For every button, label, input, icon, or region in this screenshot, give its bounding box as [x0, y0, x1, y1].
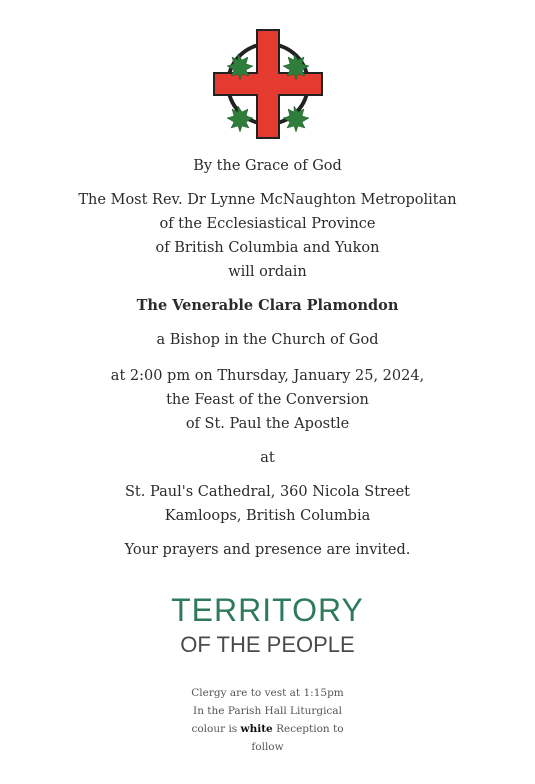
note-line-3-post: Reception to [272, 723, 344, 735]
territory-logo-line-2: OF THE PEOPLE [180, 632, 355, 657]
territory-logo-line-1: TERRITORY [171, 592, 364, 628]
note-line-2: In the Parish Hall Liturgical [193, 705, 342, 717]
closing-line: Your prayers and presence are invited. [124, 542, 411, 558]
note-line-3 [0, 720, 535, 738]
note-line-1: Clergy are to vest at 1:15pm [191, 687, 344, 699]
venue-line-1: St. Paul's Cathedral, 360 Nicola Street [125, 484, 410, 500]
role-line: a Bishop in the Church of God [156, 332, 379, 348]
note-line-4: follow [251, 741, 284, 753]
note-colour-white: white [240, 723, 273, 735]
grace-line: By the Grace of God [193, 158, 342, 174]
note-line-3-pre: colour is [191, 723, 241, 735]
datetime-line-3: of St. Paul the Apostle [185, 416, 350, 432]
venue-line-2: Kamloops, British Columbia [164, 508, 371, 524]
datetime-line-2: the Feast of the Conversion [166, 392, 369, 408]
datetime-line-1: at 2:00 pm on Thursday, January 25, 2024, [110, 368, 425, 384]
at-line: at [260, 450, 275, 466]
anglican-cross-maple-leaf-icon [212, 28, 324, 140]
officiant-line-4: will ordain [228, 264, 307, 280]
officiant-line-3: of British Columbia and Yukon [155, 240, 380, 256]
officiant-line-1: The Most Rev. Dr Lynne McNaughton Metropolitan [78, 192, 457, 208]
officiant-line-2: of the Ecclesiastical Province [159, 216, 376, 232]
candidate-name: The Venerable Clara Plamondon [136, 297, 399, 314]
